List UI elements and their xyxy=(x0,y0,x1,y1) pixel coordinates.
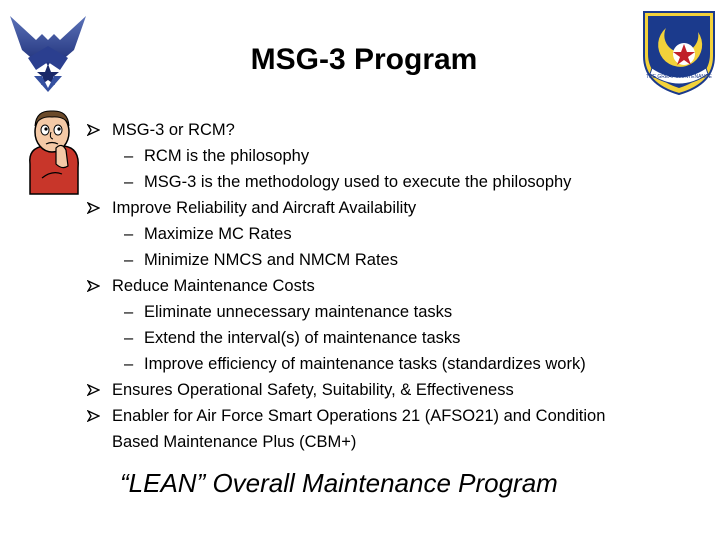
bullet-list xyxy=(87,117,707,455)
bullet-item xyxy=(87,377,707,403)
sub-bullet-text: Improve efficiency of maintenance tasks (standardizes work) xyxy=(144,355,586,373)
sub-bullet-text: Minimize NMCS and NMCM Rates xyxy=(144,251,398,269)
bullet-continuation xyxy=(87,429,707,455)
bullet-text: Ensures Operational Safety, Suitability, & Effectiveness xyxy=(112,381,514,399)
footer-tagline: “LEAN” Overall Maintenance Program xyxy=(120,468,558,498)
sub-bullet-text: MSG-3 is the methodology used to execute the philosophy xyxy=(144,173,572,191)
dash-marker: – xyxy=(124,173,134,191)
bullet-item xyxy=(87,195,707,221)
dash-marker: – xyxy=(124,355,134,373)
dash-marker: – xyxy=(124,251,134,269)
thinking-man-clipart xyxy=(22,108,86,196)
sub-bullet-text: Maximize MC Rates xyxy=(144,225,292,243)
sub-bullet-item xyxy=(87,221,707,247)
right-logo-ribbon-text: THE GREAT MAINTENANCE xyxy=(646,74,712,80)
bullet-text: Reduce Maintenance Costs xyxy=(112,277,315,295)
bullet-item xyxy=(87,117,707,143)
bullet-text: MSG-3 or RCM? xyxy=(112,121,235,139)
dash-marker: – xyxy=(124,147,134,165)
sub-bullet-text: Extend the interval(s) of maintenance tasks xyxy=(144,329,461,347)
sub-bullet-item xyxy=(87,247,707,273)
sub-bullet-item xyxy=(87,351,707,377)
bullet-text: Based Maintenance Plus (CBM+) xyxy=(112,433,357,451)
bullet-item xyxy=(87,273,707,299)
arrow-bullet-icon xyxy=(87,124,100,136)
sub-bullet-text: RCM is the philosophy xyxy=(144,147,310,165)
dash-marker: – xyxy=(124,303,134,321)
arrow-bullet-icon xyxy=(87,410,100,422)
dash-marker: – xyxy=(124,225,134,243)
sub-bullet-item xyxy=(87,169,707,195)
sub-bullet-item xyxy=(87,143,707,169)
arrow-bullet-icon xyxy=(87,280,100,292)
bullet-item xyxy=(87,403,707,429)
sub-bullet-item xyxy=(87,299,707,325)
sub-bullet-item xyxy=(87,325,707,351)
arrow-bullet-icon xyxy=(87,384,100,396)
bullet-text: Enabler for Air Force Smart Operations 21 (AFSO21) and Condition xyxy=(112,407,606,425)
slide-title: MSG-3 Program xyxy=(250,43,478,76)
dash-marker: – xyxy=(124,329,134,347)
bullet-text: Improve Reliability and Aircraft Availability xyxy=(112,199,417,217)
arrow-bullet-icon xyxy=(87,202,100,214)
sub-bullet-text: Eliminate unnecessary maintenance tasks xyxy=(144,303,453,321)
